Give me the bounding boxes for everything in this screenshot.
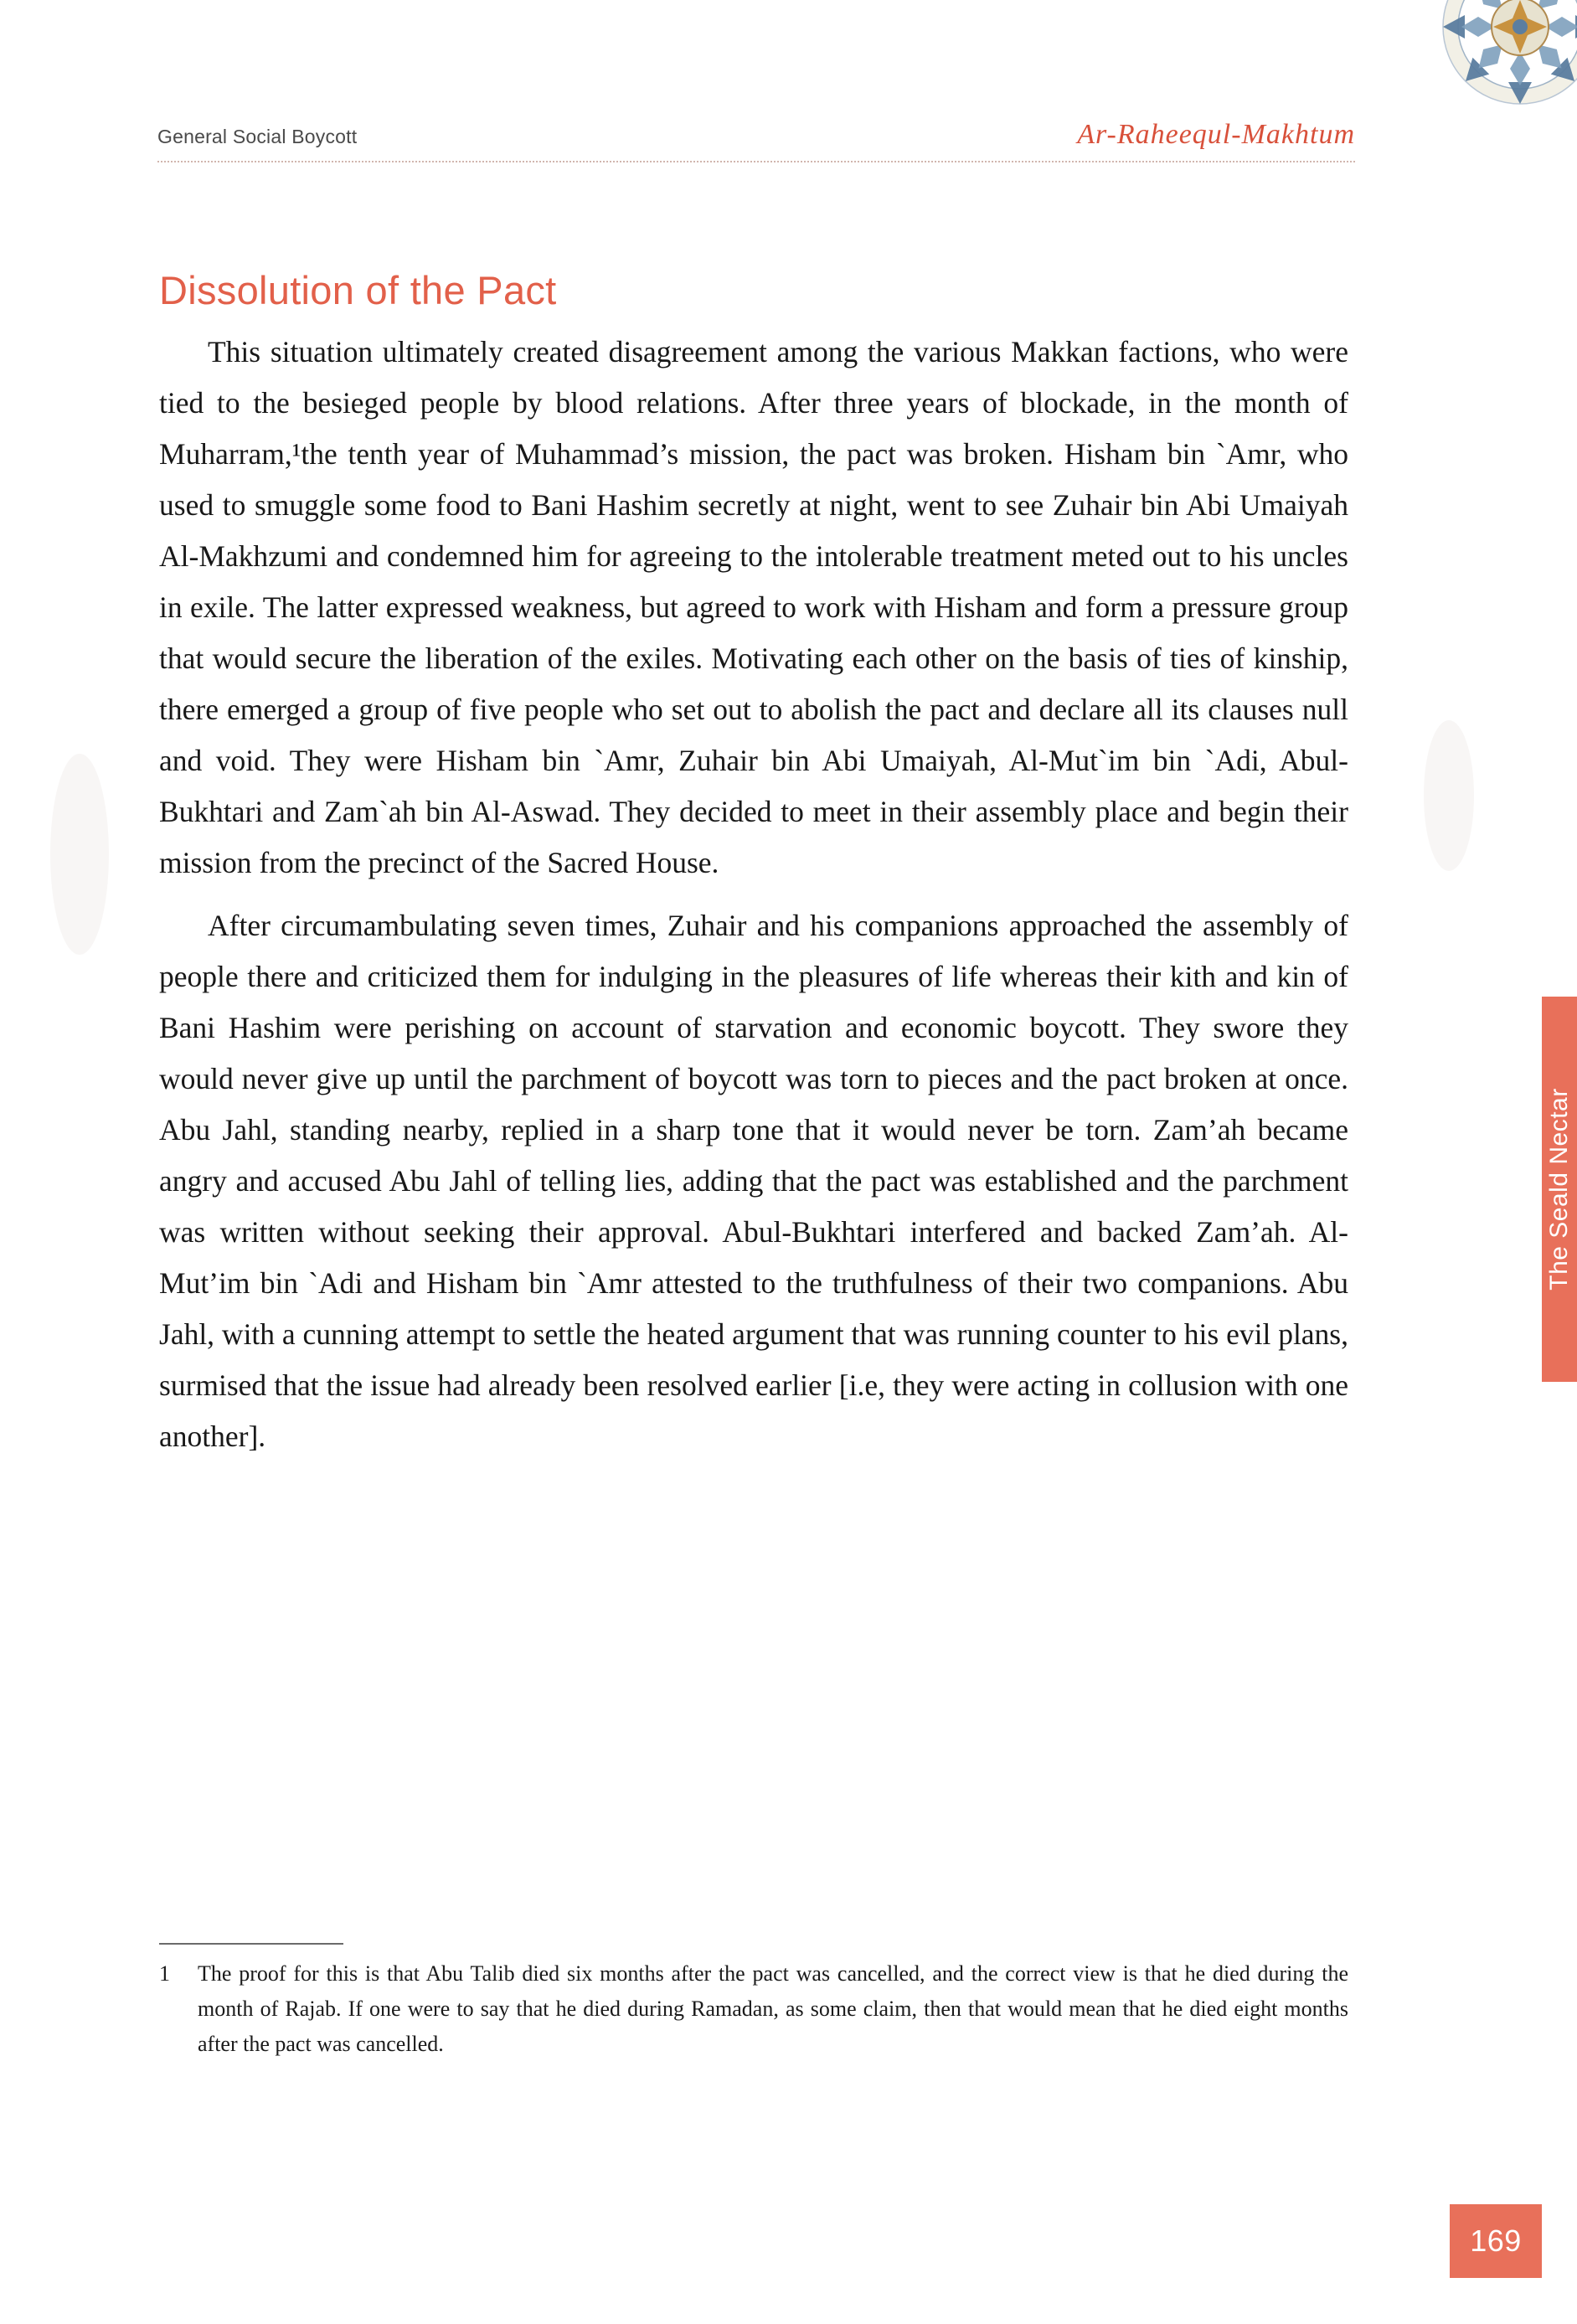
running-head-left: General Social Boycott — [157, 126, 358, 147]
running-head-right: Ar-Raheequl-Makhtum — [1077, 119, 1355, 150]
footnote-row — [159, 1956, 1348, 2062]
geometric-medallion-ornament-icon — [1368, 0, 1577, 151]
paper-smudge — [50, 754, 109, 955]
paragraph: After circumambulating seven times, Zuhair and his companions approached the assembly of people there and criticized them for indulging in the pleasures of life whereas their kith and kin of Bani Hashim were perishing on account of starvation and economic boycott. They swore they would never give up until the parchment of boycott was torn to pieces and the pact broken at once. Abu Jahl, standing nearby, replied in a sharp tone that it would never be torn. Zam’ah became angry and accused Abu Jahl of telling lies, adding that the pact was established and the parchment was written without seeking their approval. Abul-Bukhtari interfered and backed Zam’ah. Al-Mut’im bin `Adi and Hisham bin `Amr attested to the truthfulness of their two companions. Abu Jahl, with a cunning attempt to settle the heated argument that was running counter to his evil plans, surmised that the issue had already been resolved earlier [i.e, they were acting in collusion with one another]. — [159, 909, 1348, 1453]
paper-smudge — [1424, 720, 1474, 871]
side-tab-book-title — [1542, 997, 1577, 1382]
body-text — [159, 327, 1348, 1467]
side-tab-label: The Seald Nectar — [1545, 1088, 1573, 1291]
footnote-block — [159, 1943, 1348, 2062]
footnote-number: 1 — [159, 1961, 170, 1986]
paragraph: This situation ultimately created disagreement among the various Makkan factions, who were tied to the besieged people by blood relations. After three years of blockade, in the month of Muharram,¹the tenth year of Muhammad’s mission, the pact was broken. Hisham bin `Amr, who used to smuggle some food to Bani Hashim secretly at night, went to see Zuhair bin Abi Umaiyah Al-Makhzumi and condemned him for agreeing to the intolerable treatment meted out to his uncles in exile. The latter expressed weakness, but agreed to work with Hisham and form a pressure group that would secure the liberation of the exiles. Motivating each other on the basis of ties of kinship, there emerged a group of five people who set out to abolish the pact and declare all its clauses null and void. They were Hisham bin `Amr, Zuhair bin Abi Umaiyah, Al-Mut`im bin `Adi, Abul-Bukhtari and Zam`ah bin Al-Aswad. They decided to meet in their assembly place and begin their mission from the precinct of the Sacred House. — [159, 335, 1348, 879]
footnote-divider — [159, 1943, 343, 1945]
header-divider — [157, 161, 1355, 162]
page-title: Dissolution of the Pact — [159, 268, 557, 313]
footnote-text: The proof for this is that Abu Talib died six months after the pact was cancelled, and the correct view is that he died during the month of Rajab. If one were to say that he died during Ramadan, as some claim, then that would mean that he died eight months after the pact was cancelled. — [198, 1961, 1348, 2056]
page-number-badge: 169 — [1450, 2204, 1542, 2278]
page-header — [157, 119, 1355, 176]
